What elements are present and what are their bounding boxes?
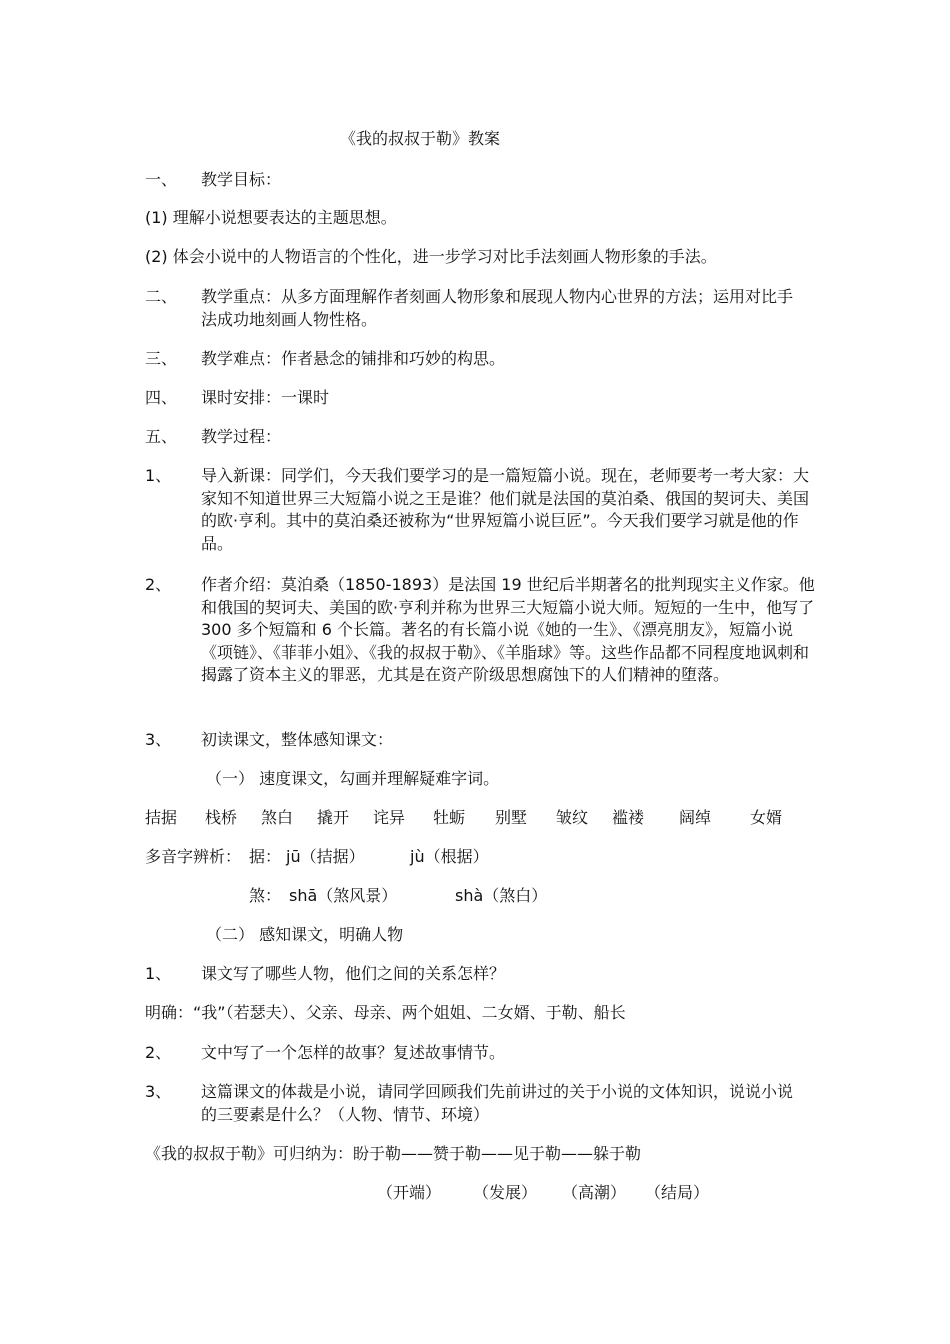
plot-summary: 《我的叔叔于勒》可归纳为：盼于勒——赞于勒——见于勒——躲于勒 [145,1144,642,1163]
vocab-word: 栈桥 [205,808,238,827]
polyphone-label: 多音字辨析： [145,847,242,866]
question-1: 课文写了哪些人物，他们之间的关系怎样？ [201,964,506,983]
step-marker-3: 3、 [145,730,172,749]
goal-2: (2) 体会小说中的人物语言的个性化，进一步学习对比手法刻画人物形象的手法。 [145,247,717,266]
polyphone-ju-2: jù（根据） [410,847,489,866]
stage-label: （发展） [473,1183,538,1202]
vocab-word: 牡蛎 [433,808,466,827]
polyphone-ju-1: jū（拮据） [286,847,365,866]
polyphone-sha-1: shā（煞风景） [289,886,398,905]
stage-label: （高潮） [562,1183,627,1202]
step-introduction: 导入新课：同学们，今天我们要学习的是一篇短篇小说。现在，老师要考一考大家：大家知不知道世界三大短篇小说之王是谁？他们就是法国的莫泊桑、俄国的契诃夫、美国的欧·亨利。其中的莫泊桑还被称为“世界短篇小说巨匠”。今天我们要学习就是他的作品。 [201,466,810,553]
stage-label: （结局） [645,1183,710,1202]
document-title: 《我的叔叔于勒》教案 [340,129,501,148]
section-schedule: 课时安排：一课时 [201,388,330,407]
section-process: 教学过程： [201,427,282,446]
polyphone-char-ju: 据： [249,847,282,866]
section-marker-5: 五、 [145,427,178,446]
section-marker-4: 四、 [145,388,178,407]
vocab-word: 褴褛 [612,808,645,827]
step-author-intro: 作者介绍：莫泊桑（1850-1893）是法国 19 世纪后半期著名的批判现实主义作家。他和俄国的契诃夫、美国的欧·亨利并称为世界三大短篇小说大师。短短的一生中，他写了 300 多个短篇和 6 个长篇。著名的有长篇小说《她的一生》、《漂亮朋友》，短篇小说《项链》、《菲菲小姐》、《我的叔叔于勒》、《羊脂球》等。这些作品都不同程度地讽刺和揭露了资本主义的罪恶，尤其是在资产阶级思想腐蚀下的人们精神的堕落。 [201,575,815,684]
section-marker-1: 一、 [145,170,178,189]
stage-label: （开端） [377,1183,442,1202]
vocab-word: 煞白 [261,808,294,827]
section-marker-3: 三、 [145,349,178,368]
answer-1: 明确：“我”（若瑟夫）、父亲、母亲、两个姐姐、二女婿、于勒、船长 [145,1003,626,1022]
vocab-word: 撬开 [317,808,350,827]
vocab-word: 拮据 [145,808,178,827]
question-3: 这篇课文的体裁是小说，请同学回顾我们先前讲过的关于小说的文体知识，说说小说的三要素是什么？（人物、情节、环境） [201,1082,794,1124]
question-marker-2: 2、 [145,1043,172,1062]
polyphone-char-sha: 煞： [249,886,282,905]
subsection-2: （二） 感知课文，明确人物 [206,925,404,944]
vocab-word: 女婿 [750,808,783,827]
section-difficulties: 教学难点：作者悬念的铺排和巧妙的构思。 [201,349,506,368]
vocab-word: 皱纹 [556,808,589,827]
step-marker-1: 1、 [145,466,172,485]
question-2: 文中写了一个怎样的故事？复述故事情节。 [201,1043,506,1062]
section-key-points: 教学重点：从多方面理解作者刻画人物形象和展现人物内心世界的方法；运用对比手法成功地刻画人物性格。 [201,287,794,329]
section-teaching-goals: 教学目标： [201,170,282,189]
polyphone-sha-2: shà（煞白） [455,886,548,905]
goal-1: (1) 理解小说想要表达的主题思想。 [145,208,397,227]
step-first-reading: 初读课文，整体感知课文： [201,730,394,749]
step-marker-2: 2、 [145,575,172,594]
question-marker-3: 3、 [145,1082,172,1101]
section-marker-2: 二、 [145,287,178,306]
vocab-word: 诧异 [373,808,406,827]
vocab-word: 别墅 [495,808,528,827]
vocab-word: 阔绰 [679,808,712,827]
question-marker-1: 1、 [145,964,172,983]
subsection-1: （一） 速度课文，勾画并理解疑难字词。 [206,769,500,788]
